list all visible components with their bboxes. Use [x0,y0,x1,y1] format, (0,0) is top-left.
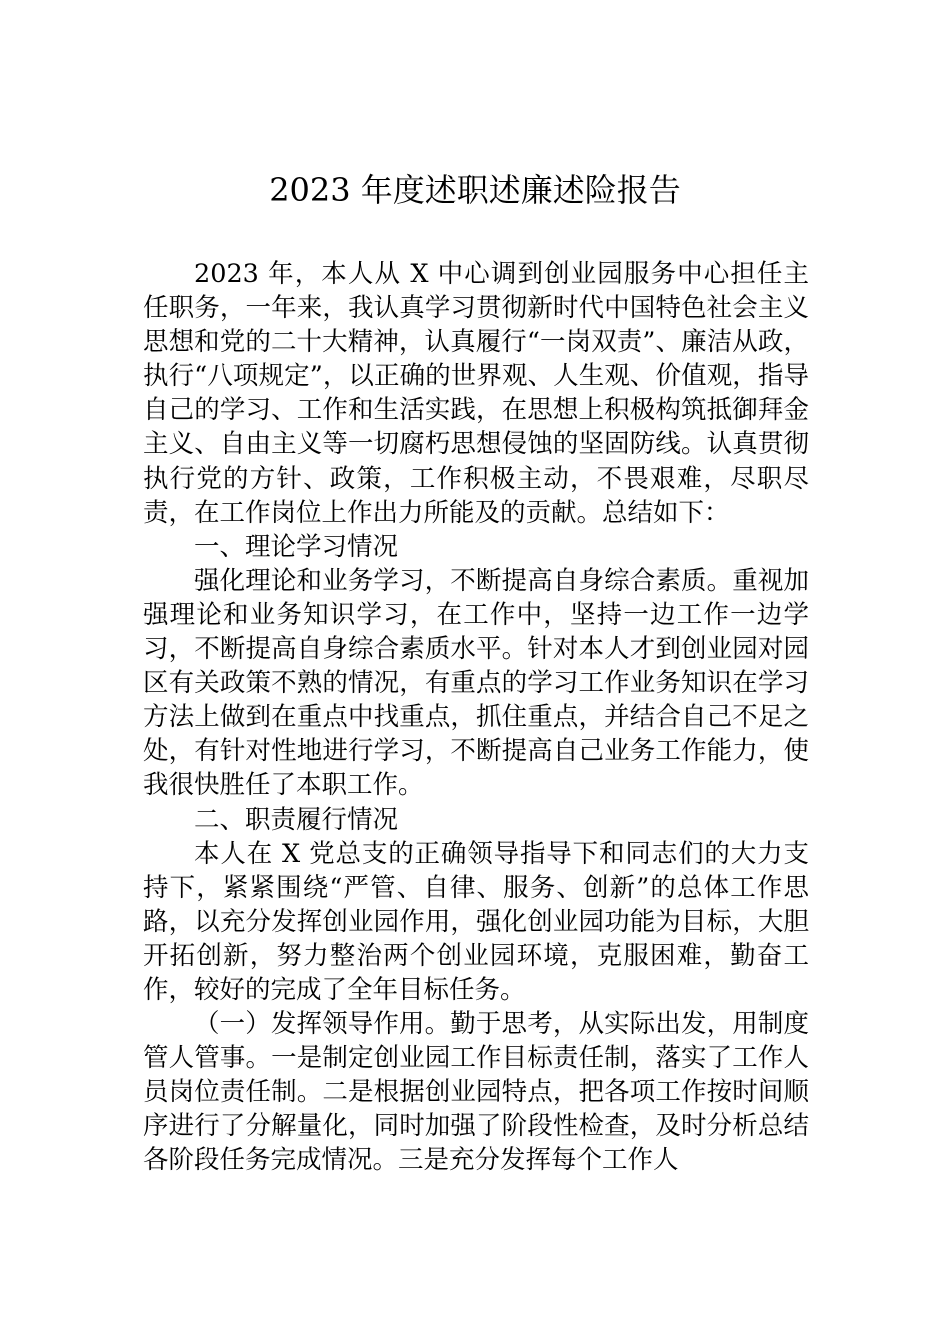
section-heading-theory-study: 一、理论学习情况 [194,531,399,562]
duty-performance-paragraph: 本人在 X 党总支的正确领导指导下和同志们的大力支持下，紧紧围绕“严管、自律、服务、创新”的总体工作思路，以充分发挥创业园作用，强化创业园功能为目标，大胆开拓创新，努力整治两个创业园环境，克服困难，勤奋工作，较好的完成了全年目标任务。 [143,838,809,1005]
document-title: 2023 年度述职述廉述险报告 [269,171,681,209]
intro-paragraph: 2023 年，本人从 X 中心调到创业园服务中心担任主任职务，一年来，我认真学习贯彻新时代中国特色社会主义思想和党的二十大精神，认真履行“一岗双责”、廉洁从政，执行“八项规定”，以正确的世界观、人生观、价值观，指导自己的学习、工作和生活实践，在思想上积极构筑抵御拜金主义、自由主义等一切腐朽思想侵蚀的坚固防线。认真贯彻执行党的方针、政策，工作积极主动，不畏艰难，尽职尽责，在工作岗位上作出力所能及的贡献。总结如下： [143,259,809,528]
leadership-role-paragraph: （一）发挥领导作用。勤于思考，从实际出发，用制度管人管事。一是制定创业园工作目标责任制，落实了工作人员岗位责任制。二是根据创业园特点，把各项工作按时间顺序进行了分解量化，同时加强了阶段性检查，及时分析总结各阶段任务完成情况。三是充分发挥每个工作人 [143,1009,809,1176]
document-body [143,257,809,1178]
section-heading-duty-performance: 二、职责履行情况 [194,804,399,835]
theory-study-paragraph: 强化理论和业务学习，不断提高自身综合素质。重视加强理论和业务知识学习，在工作中，坚持一边工作一边学习，不断提高自身综合素质水平。针对本人才到创业园对园区有关政策不熟的情况，有重点的学习工作业务知识在学习方法上做到在重点中找重点，抓住重点，并结合自己不足之处，有针对性地进行学习，不断提高自己业务工作能力，使我很快胜任了本职工作。 [143,565,809,801]
